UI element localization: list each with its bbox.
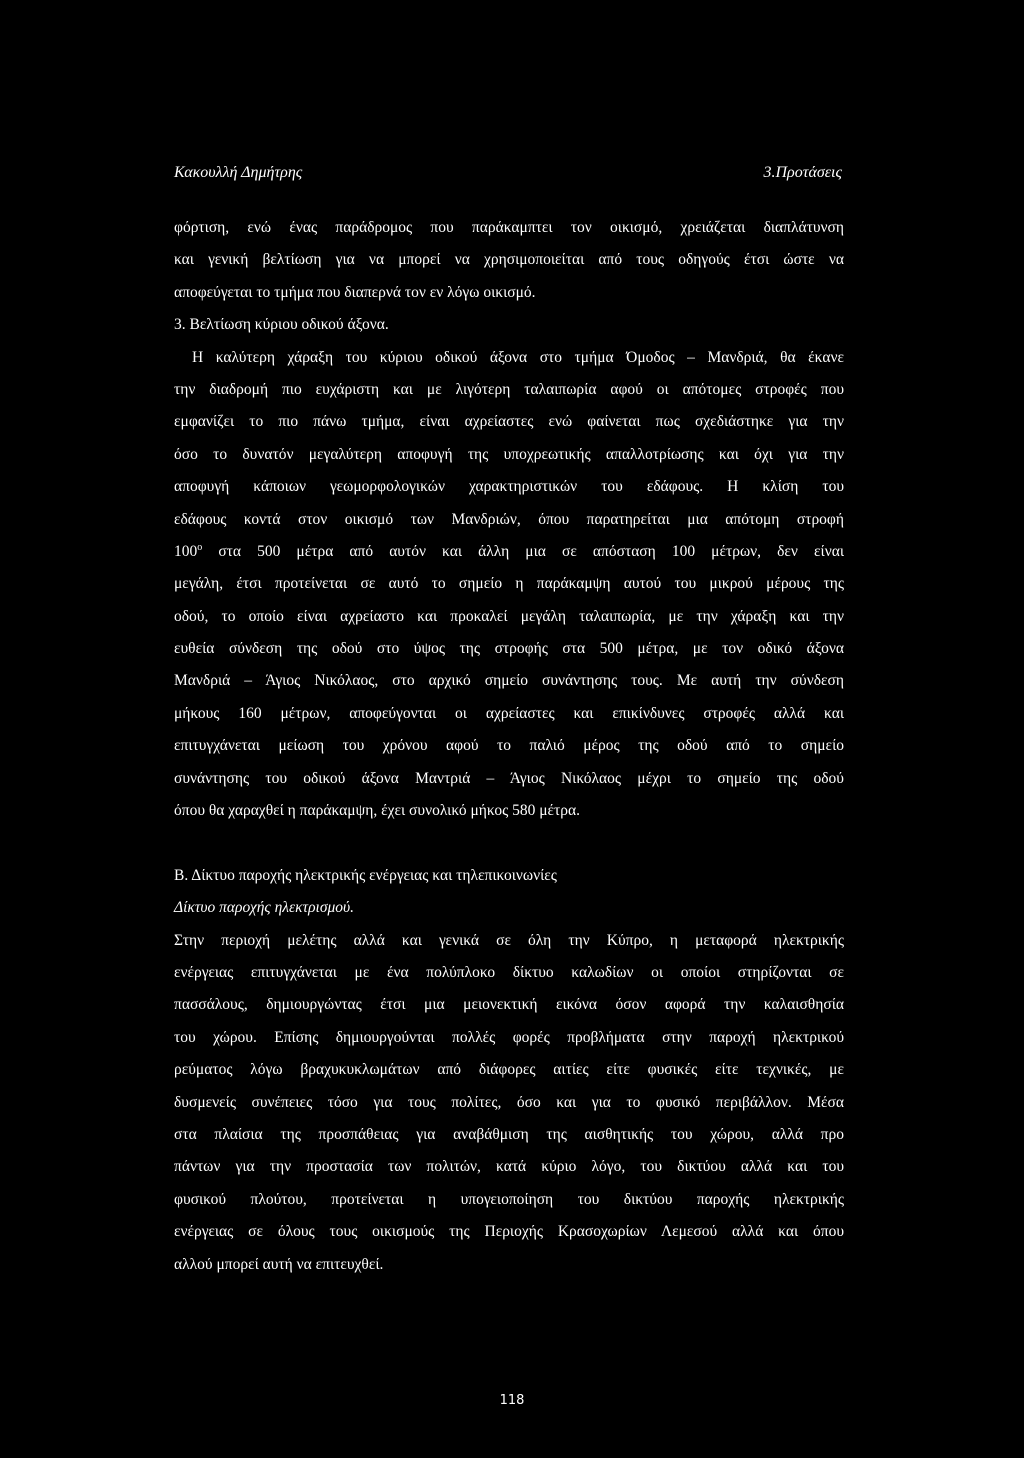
line-text: Β. Δίκτυο παροχής ηλεκτρικής ενέργειας και τηλεπικοινωνίες	[174, 866, 557, 884]
line-text: ενέργειας επιτυγχάνεται με ένα πολύπλοκο δίκτυο καλωδίων οι οποίοι στηρίζονται σε	[174, 963, 844, 981]
text-line	[174, 536, 844, 568]
text-line	[174, 763, 844, 795]
line-text: όσο το δυνατόν μεγαλύτερη αποφυγή της υποχρεωτικής απαλλοτρίωσης και όχι για την	[174, 445, 844, 463]
line-text: στα πλαίσια της προσπάθειας για αναβάθμιση της αισθητικής του χώρου, αλλά προ	[174, 1125, 844, 1143]
line-text: Στην περιοχή μελέτης αλλά και γενικά σε όλη την Κύπρο, η μεταφορά ηλεκτρικής	[174, 931, 844, 949]
line-text: ευθεία σύνδεση της οδού στο ύψος της στροφής στα 500 μέτρα, με τον οδικό άξονα	[174, 640, 844, 658]
text-line	[174, 957, 844, 989]
line-text: Η καλύτερη χάραξη του κύριου οδικού άξονα στο τμήμα Όμοδος – Μανδριά, θα έκανε	[192, 348, 844, 366]
text-line	[174, 1216, 844, 1248]
line-text: την διαδρομή πιο ευχάριστη και με λιγότερη ταλαιπωρία αφού οι απότομες στροφές που	[174, 380, 844, 398]
line-text: επιτυγχάνεται μείωση του χρόνου αφού το παλιό μέρος της οδού από το σημείο	[174, 737, 844, 755]
line-text: 3. Βελτίωση κύριου οδικού άξονα.	[174, 316, 389, 334]
text-line	[174, 892, 844, 924]
line-text: πασσάλους, δημιουργώντας έτσι μια μειονεκτική εικόνα όσον αφορά την καλαισθησία	[174, 996, 844, 1014]
line-text: εμφανίζει το πιο πάνω τμήμα, είναι αχρείαστες ενώ φαίνεται πως σχεδιάστηκε για την	[174, 413, 844, 431]
line-text: εδάφους κοντά στον οικισμό των Μανδριών, όπου παρατηρείται μια απότομη στροφή	[174, 510, 844, 528]
line-text: μεγάλη, έτσι προτείνεται σε αυτό το σημείο η παράκαμψη αυτού του μικρού μέρους της	[174, 575, 844, 593]
line-text: πάντων για την προστασία των πολιτών, κατά κύριο λόγο, του δικτύου αλλά και του	[174, 1158, 844, 1176]
text-line	[174, 601, 844, 633]
body-text	[174, 212, 844, 1281]
text-line	[174, 1022, 844, 1054]
text-line	[174, 1249, 844, 1281]
line-text: ρεύματος λόγω βραχυκυκλωμάτων από διάφορες αιτίες είτε φυσικές είτε τεχνικές, με	[174, 1061, 844, 1079]
line-text: του χώρου. Επίσης δημιουργούνται πολλές φορές προβλήματα στην παροχή ηλεκτρικού	[174, 1028, 844, 1046]
line-text: φυσικού πλούτου, προτείνεται η υπογειοποίηση του δικτύου παροχής ηλεκτρικής	[174, 1190, 844, 1208]
text-line	[174, 989, 844, 1021]
line-text: όπου θα χαραχθεί η παράκαμψη, έχει συνολικό μήκος 580 μέτρα.	[174, 802, 580, 820]
text-line	[174, 698, 844, 730]
text-line	[174, 1087, 844, 1119]
line-text: ενέργειας σε όλους τους οικισμούς της Περιοχής Κρασοχωρίων Λεμεσού αλλά και όπου	[174, 1223, 844, 1241]
text-line	[174, 730, 844, 762]
text-line	[174, 342, 844, 374]
text-line	[174, 1151, 844, 1183]
text-line	[174, 1184, 844, 1216]
text-line	[174, 860, 844, 892]
text-line	[174, 277, 844, 309]
text-line	[174, 633, 844, 665]
line-text: οδού, το οποίο είναι αχρείαστο και προκαλεί μεγάλη ταλαιπωρία, με την χάραξη και την	[174, 607, 844, 625]
blank-line	[174, 827, 844, 859]
line-text: Δίκτυο παροχής ηλεκτρισμού.	[174, 899, 354, 917]
page-header	[174, 164, 842, 186]
angle-value: 100	[174, 542, 198, 560]
line-text: αλλού μπορεί αυτή να επιτευχθεί.	[174, 1255, 384, 1273]
text-line	[174, 1054, 844, 1086]
line-text: αποφυγή κάποιων γεωμορφολογικών χαρακτηριστικών του εδάφους. Η κλίση του	[174, 478, 844, 496]
text-line	[174, 471, 844, 503]
text-line	[174, 212, 844, 244]
line-text: δυσμενείς συνέπειες τόσο για τους πολίτες, όσο και για το φυσικό περιβάλλον. Μέσα	[174, 1093, 844, 1111]
line-text: φόρτιση, ενώ ένας παράδρομος που παράκαμπτει τον οικισμό, χρειάζεται διαπλάτυνση	[174, 219, 844, 236]
text-line	[174, 665, 844, 697]
text-line	[174, 439, 844, 471]
line-text: συνάντησης του οδικού άξονα Μαντριά – Άγιος Νικόλαος μέχρι το σημείο της οδού	[174, 769, 844, 787]
page-number: 118	[499, 1393, 525, 1408]
line-text: μήκους 160 μέτρων, αποφεύγονται οι αχρείαστες και επικίνδυνες στροφές αλλά και	[174, 704, 844, 722]
line-text: αποφεύγεται το τμήμα που διαπερνά τον εν λόγω οικισμό.	[174, 283, 536, 301]
text-line	[174, 568, 844, 600]
header-chapter: 3.Προτάσεις	[763, 164, 842, 181]
line-text: στα 500 μέτρα από αυτόν και άλλη μια σε απόσταση 100 μέτρων, δεν είναι	[218, 542, 844, 560]
text-line	[174, 1119, 844, 1151]
text-line	[174, 309, 844, 341]
header-author: Κακουλλή Δημήτρης	[174, 164, 303, 181]
line-text: και γενική βελτίωση για να μπορεί να χρησιμοποιείται από τους οδηγούς έτσι ώστε να	[174, 251, 844, 269]
degree-superscript: o	[197, 541, 203, 553]
line-text: Μανδριά – Άγιος Νικόλαος, στο αρχικό σημείο συνάντησης τους. Με αυτή την σύνδεση	[174, 672, 844, 690]
text-line	[174, 504, 844, 536]
text-line	[174, 795, 844, 827]
text-line	[174, 244, 844, 276]
text-line	[174, 406, 844, 438]
text-line	[174, 374, 844, 406]
text-line	[174, 925, 844, 957]
